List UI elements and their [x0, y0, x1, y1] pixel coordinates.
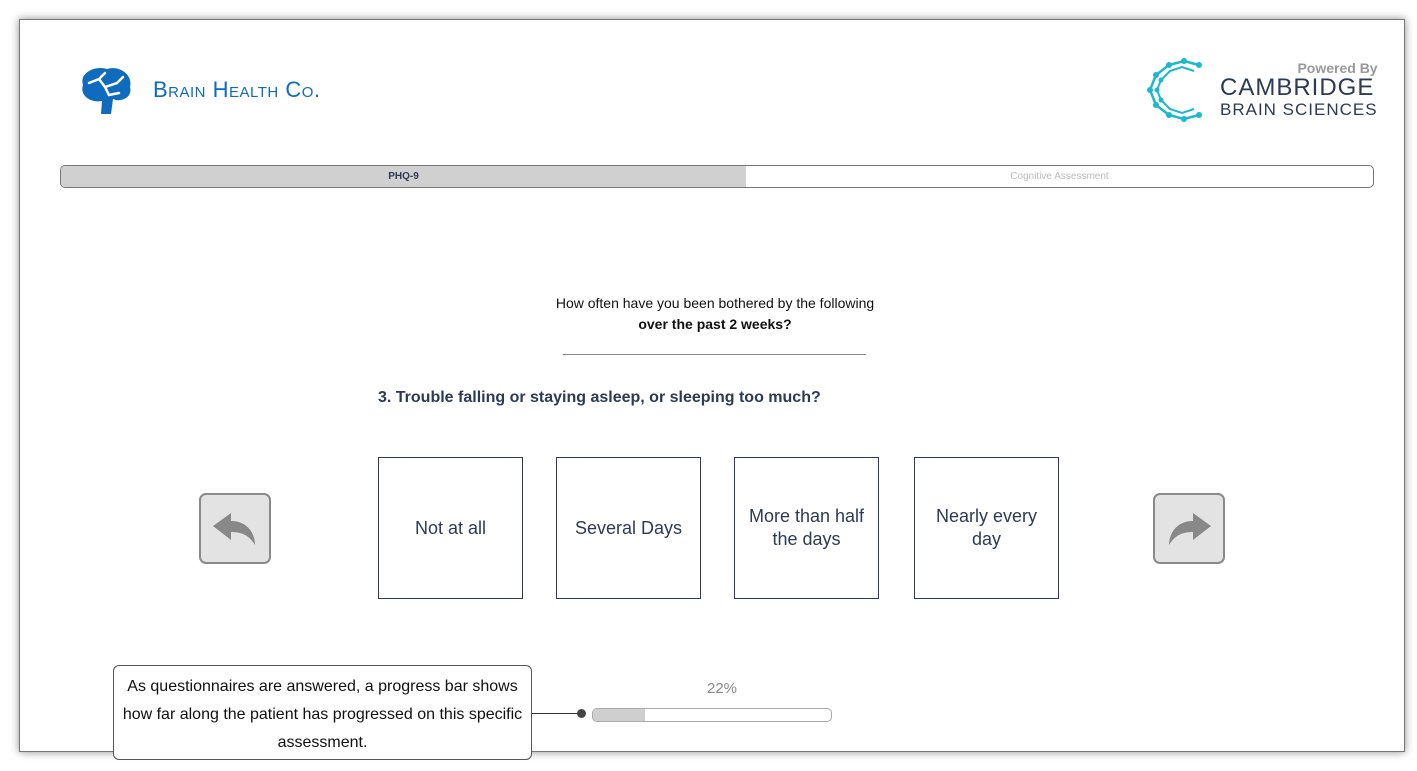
brain-icon [75, 65, 135, 115]
app-window [19, 19, 1405, 752]
back-button[interactable] [199, 493, 271, 564]
prompt-bold: over the past 2 weeks? [638, 316, 792, 332]
step-phq9: PHQ-9 [61, 166, 746, 187]
option-not-at-all[interactable]: Not at all [378, 457, 523, 599]
back-arrow-icon [211, 511, 259, 547]
powered-by: Powered By [1297, 60, 1378, 76]
forward-arrow-icon [1165, 511, 1213, 547]
question-text: 3. Trouble falling or staying asleep, or sleeping too much? [378, 389, 821, 406]
progress-percent: 22% [706, 680, 738, 697]
option-nearly-every-day[interactable]: Nearly every day [914, 457, 1059, 599]
brand-name: Brain Health Co. [153, 77, 321, 102]
prompt-text: How often have you been bothered by the following [555, 295, 875, 311]
cambridge-c-icon [1144, 55, 1210, 125]
brand-logo [75, 65, 321, 115]
partner-logo [1144, 55, 1378, 125]
callout-dot [577, 709, 586, 718]
assessment-steps [60, 165, 1374, 188]
step-cognitive-assessment: Cognitive Assessment [1010, 171, 1109, 182]
question-prompt [550, 293, 880, 335]
progress-fill [593, 709, 645, 721]
divider [563, 354, 866, 355]
callout-connector [531, 713, 581, 714]
partner-subname: BRAIN SCIENCES [1220, 100, 1378, 119]
progress-bar [592, 708, 832, 722]
partner-name: CAMBRIDGE [1220, 74, 1375, 101]
forward-button[interactable] [1153, 493, 1225, 564]
option-several-days[interactable]: Several Days [556, 457, 701, 599]
annotation-callout: As questionnaires are answered, a progress bar shows how far along the patient has progressed on this specific assessment. [113, 665, 532, 760]
option-more-than-half[interactable]: More than half the days [734, 457, 879, 599]
